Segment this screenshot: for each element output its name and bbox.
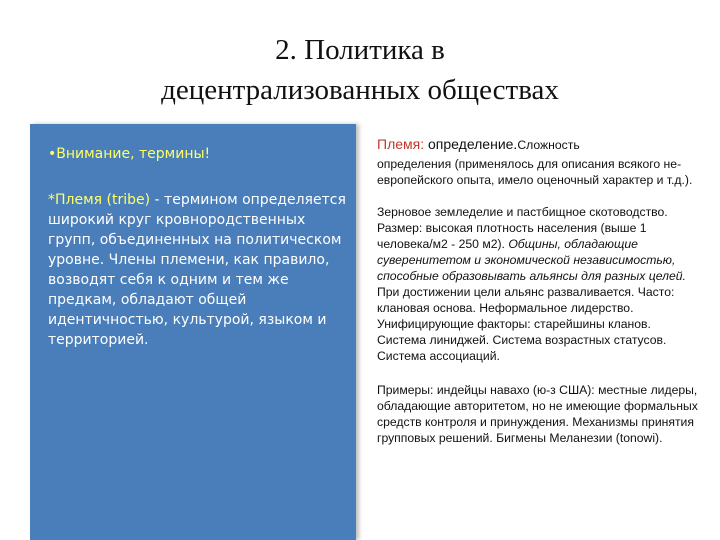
definition-word: определение. [424,136,518,152]
right-text-column [377,135,700,446]
attention-heading: •Внимание, термины! [48,146,211,162]
left-text-panel [30,124,356,540]
definition-small: Сложность [517,138,580,152]
features-paragraph [377,204,700,364]
tribe-definition-text: - термином определяется широкий круг кровнородственных групп, объединенных на политическом уровне. Члены племени, как правило, возводят себя к одним и тем же предкам, обладают общей идентичностью, культурой, языком и территорией. [48,192,346,348]
definition-heading [377,135,700,154]
features-start: Зерновое земледелие и пастбищное скотоводство. Размер: высокая плотность населения (выше 1 человека/м2 - 250 м2). [377,205,668,251]
tribe-definition [48,190,348,350]
slide-title-line2: децентрализованных обществах [161,74,559,106]
examples-paragraph: Примеры: индейцы навахо (ю-з США): местные лидеры, обладающие авторитетом, но не имеющие формальных средств контроля и принуждения. Механизмы принятия групповых решений. Бигмены Меланезии (tonowi). [377,383,698,445]
definition-term: Племя: [377,136,425,152]
features-italic: Общины, обладающие суверенитетом и экономической независимостью, способные образовывать альянсы для разных целей. [377,237,686,283]
definition-rest: определения (применялось для описания всякого не-европейского опыта, имело оценочный характер и т.д.). [377,157,693,187]
features-end: При достижении цели альянс разваливается. Часто: клановая основа. Неформальное лидерство. Унифицирующие факторы: старейшины кланов. Система линиджей. Система возрастных статусов. Система ассоциаций. [377,285,675,363]
slide-title [0,30,720,110]
tribe-term: *Племя (tribe) [48,192,151,208]
slide-title-line1: 2. Политика в [275,34,445,66]
